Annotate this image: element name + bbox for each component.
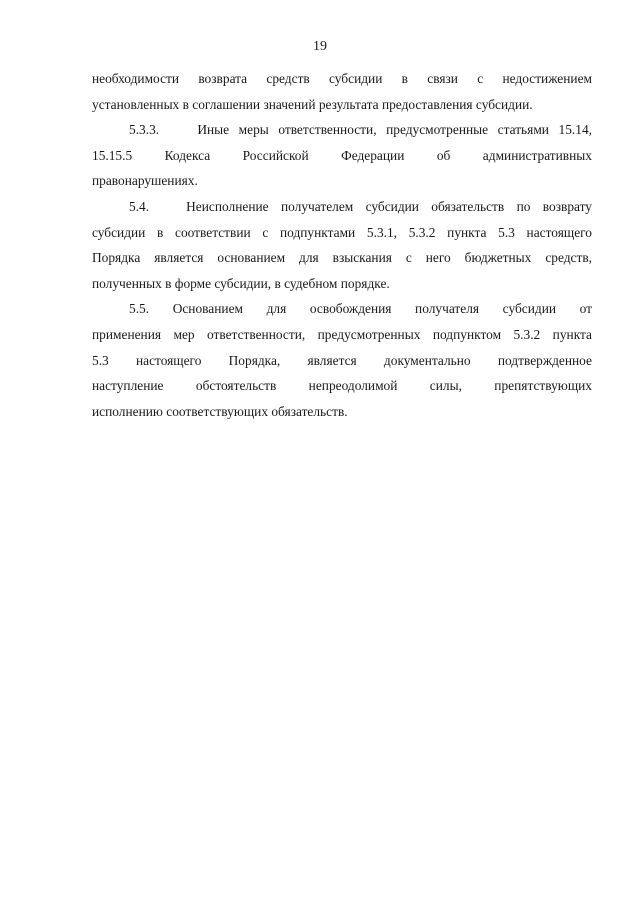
- text-line: субсидии в соответствии с подпунктами 5.3.1, 5.3.2 пункта 5.3 настоящего: [92, 224, 592, 240]
- paragraph-return-of-subsidy: [92, 66, 592, 117]
- text-line: 5.3.3. Иные меры ответственности, предусмотренные статьями 15.14,: [129, 122, 592, 138]
- text-line: 5.3 настоящего Порядка, является документально подтвержденное: [92, 352, 592, 368]
- text-line: 15.15.5 Кодекса Российской Федерации об административных: [92, 147, 592, 163]
- text-line: необходимости возврата средств субсидии в связи с недостижением: [92, 71, 592, 86]
- text-line: 5.5. Основанием для освобождения получателя субсидии от: [129, 301, 592, 317]
- paragraph-5-3-3: [92, 117, 592, 194]
- text-line: правонарушениях.: [92, 173, 198, 189]
- text-line: Порядка является основанием для взыскания с него бюджетных средств,: [92, 250, 592, 266]
- text-line: полученных в форме субсидии, в судебном порядке.: [92, 275, 390, 291]
- text-line: применения мер ответственности, предусмотренных подпунктом 5.3.2 пункта: [92, 326, 592, 342]
- text-line: исполнению соответствующих обязательств.: [92, 403, 348, 419]
- paragraph-5-4: [92, 194, 592, 296]
- paragraph-5-5: [92, 296, 592, 424]
- text-line: установленных в соглашении значений результата предоставления субсидии.: [92, 96, 533, 112]
- text-line: 5.4. Неисполнение получателем субсидии обязательств по возврату: [129, 198, 592, 214]
- page-number: 19: [313, 39, 327, 54]
- document-body: [92, 66, 592, 424]
- text-line: наступление обстоятельств непреодолимой силы, препятствующих: [92, 378, 592, 394]
